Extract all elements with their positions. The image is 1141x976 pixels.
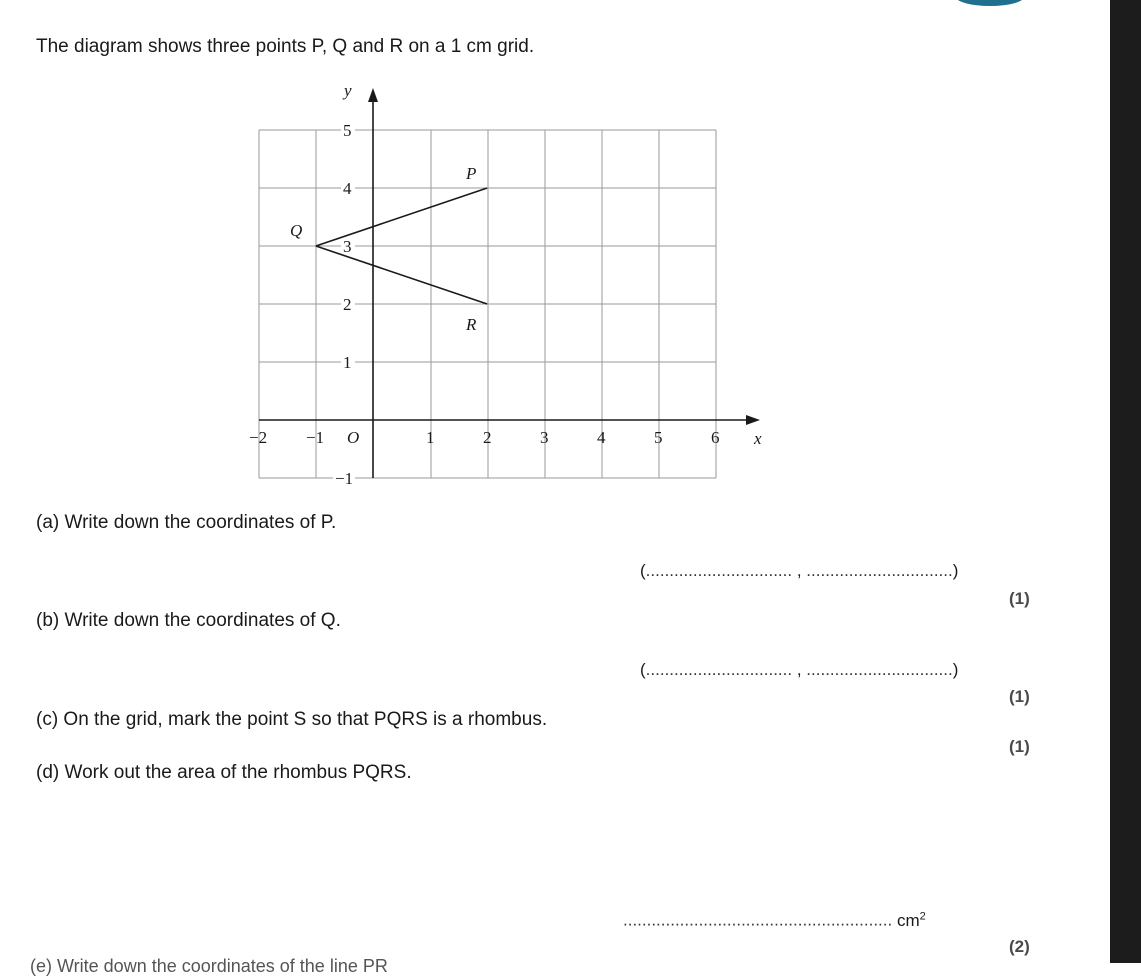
answer-dots: ...............................: [806, 660, 953, 679]
question-d: (d) Work out the area of the rhombus PQRS.: [36, 762, 412, 783]
question-a: (a) Write down the coordinates of P.: [36, 512, 337, 533]
x-axis-label: x: [754, 429, 762, 448]
marks-b: (1): [1009, 687, 1030, 706]
question-c: (c) On the grid, mark the point S so that PQRS is a rhombus.: [36, 709, 548, 730]
answer-dots: ...............................: [645, 561, 793, 580]
x-tick-label: 1: [426, 428, 435, 447]
origin-label: O: [347, 428, 360, 447]
point-label-q: Q: [290, 221, 303, 240]
y-axis-label: y: [344, 81, 352, 100]
answer-dots: ...............................: [645, 660, 793, 679]
intro-text: The diagram shows three points P, Q and R on a 1 cm grid.: [36, 36, 535, 57]
y-tick-label: 1: [343, 353, 352, 372]
x-tick-label: 3: [540, 428, 549, 447]
unit-exponent: 2: [919, 910, 926, 922]
x-tick-label: 6: [711, 428, 720, 447]
y-tick-label: 2: [343, 295, 352, 314]
coord-open: (: [640, 561, 646, 580]
marks-c: (1): [1009, 737, 1030, 756]
next-question-partial: (e) Write down the coordinates of the line PR: [30, 956, 388, 976]
answer-line-b[interactable]: [640, 660, 958, 680]
y-tick-label: 3: [343, 237, 352, 256]
marks-a: (1): [1009, 589, 1030, 608]
x-tick-label: 4: [597, 428, 606, 447]
y-tick-label: −1: [335, 469, 354, 488]
x-tick-label: −1: [306, 428, 325, 447]
question-b: (b) Write down the coordinates of Q.: [36, 610, 341, 631]
point-label-r: R: [466, 315, 477, 334]
y-tick-label: 5: [343, 121, 352, 140]
x-tick-label: 2: [483, 428, 492, 447]
coord-separator: ,: [796, 561, 802, 580]
answer-dots: .........................................................: [623, 910, 893, 930]
x-axis-arrow: [746, 415, 760, 425]
coord-separator: ,: [796, 660, 802, 679]
unit-label: $cm^2$: [896, 910, 926, 930]
coord-open: (: [640, 660, 646, 679]
x-tick-label: 5: [654, 428, 663, 447]
answer-dots: ...............................: [806, 561, 953, 580]
coord-close: ): [952, 561, 959, 580]
coord-close: ): [952, 660, 959, 679]
point-label-p: P: [466, 164, 477, 183]
y-axis-arrow: [368, 88, 378, 102]
y-tick-label: 4: [343, 179, 352, 198]
x-tick-label: −2: [249, 428, 268, 447]
answer-line-d[interactable]: [623, 910, 926, 931]
answer-line-a[interactable]: [640, 561, 958, 581]
marks-d: (2): [1009, 937, 1030, 956]
